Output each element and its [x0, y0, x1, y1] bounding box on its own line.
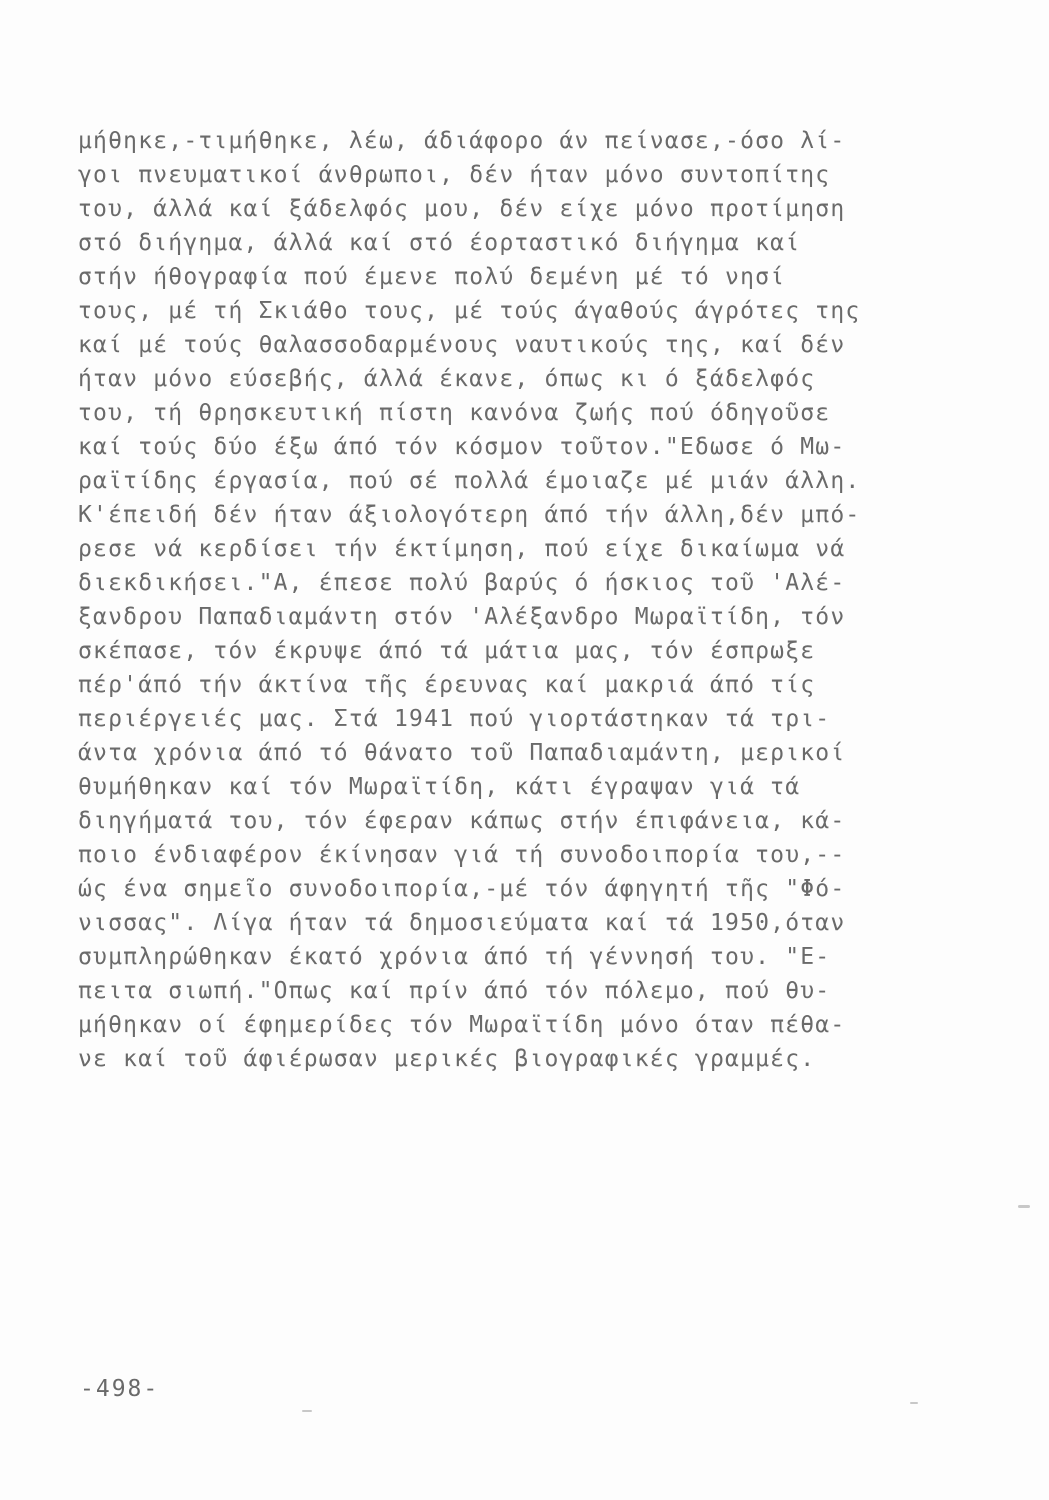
- page-number: -498-: [80, 1376, 160, 1402]
- text-line: του, άλλά καί ξάδελφός μου, δέν είχε μόνο προτίμηση: [78, 196, 846, 222]
- text-line: συμπληρώθηκαν έκατό χρόνια άπό τή γέννησή του. "Ε-: [78, 944, 831, 970]
- text-line: στό διήγημα, άλλά καί στό έορταστικό διήγημα καί: [78, 230, 801, 256]
- text-line: μήθηκαν οί έφημερίδες τόν Μωραϊτίδη μόνο όταν πέθα-: [78, 1012, 846, 1038]
- text-line: ώς ένα σημεῖο συνοδοιπορία,-μέ τόν άφηγητή τῆς "Φό-: [78, 876, 846, 902]
- text-line: καί μέ τούς θαλασσοδαρμένους ναυτικούς της, καί δέν: [78, 332, 846, 358]
- text-line: καί τούς δύο έξω άπό τόν κόσμον τοῦτον."Εδωσε ό Μω-: [78, 434, 846, 460]
- text-line: διεκδικήσει."Α, έπεσε πολύ βαρύς ό ήσκιος τοῦ 'Αλέ-: [78, 570, 846, 596]
- text-line: ραϊτίδης έργασία, πού σέ πολλά έμοιαζε μέ μιάν άλλη.: [78, 468, 861, 494]
- text-line: περιέργειές μας. Στά 1941 πού γιορτάστηκαν τά τρι-: [78, 706, 831, 732]
- paper-speck: [910, 1402, 918, 1404]
- paper-speck: [1018, 1205, 1030, 1208]
- text-line: θυμήθηκαν καί τόν Μωραϊτίδη, κάτι έγραψαν γιά τά: [78, 774, 801, 800]
- text-line: του, τή θρησκευτική πίστη κανόνα ζωής πού όδηγοῦσε: [78, 400, 831, 426]
- text-line: γοι πνευματικοί άνθρωποι, δέν ήταν μόνο συντοπίτης: [78, 162, 831, 188]
- paper-speck: [302, 1410, 312, 1412]
- text-line: ποιο ένδιαφέρον έκίνησαν γιά τή συνοδοιπορία του,--: [78, 842, 846, 868]
- text-line: ξανδρου Παπαδιαμάντη στόν 'Αλέξανδρο Μωραϊτίδη, τόν: [78, 604, 846, 630]
- text-line: νε καί τοῦ άφιέρωσαν μερικές βιογραφικές γραμμές.: [78, 1046, 816, 1072]
- text-line: Κ'έπειδή δέν ήταν άξιολογότερη άπό τήν άλλη,δέν μπό-: [78, 502, 861, 528]
- text-line: διηγήματά του, τόν έφεραν κάπως στήν έπιφάνεια, κά-: [78, 808, 846, 834]
- text-line: σκέπασε, τόν έκρυψε άπό τά μάτια μας, τόν έσπρωξε: [78, 638, 816, 664]
- text-line: πειτα σιωπή."Οπως καί πρίν άπό τόν πόλεμο, πού θυ-: [78, 978, 831, 1004]
- text-line: ρεσε νά κερδίσει τήν έκτίμηση, πού είχε δικαίωμα νά: [78, 536, 846, 562]
- text-line: νισσας". Λίγα ήταν τά δημοσιεύματα καί τά 1950,όταν: [78, 910, 846, 936]
- text-line: τους, μέ τή Σκιάθο τους, μέ τούς άγαθούς άγρότες της: [78, 298, 861, 324]
- text-line: πέρ'άπό τήν άκτίνα τῆς έρευνας καί μακριά άπό τίς: [78, 672, 816, 698]
- text-line: ήταν μόνο εύσεβής, άλλά έκανε, όπως κι ό ξάδελφός: [78, 366, 816, 392]
- text-line: άντα χρόνια άπό τό θάνατο τοῦ Παπαδιαμάντη, μερικοί: [78, 740, 846, 766]
- text-line: στήν ήθογραφία πού έμενε πολύ δεμένη μέ τό νησί: [78, 264, 786, 290]
- typed-text-body: [78, 124, 978, 1076]
- text-line: μήθηκε,-τιμήθηκε, λέω, άδιάφορο άν πείνασε,-όσο λί-: [78, 128, 846, 154]
